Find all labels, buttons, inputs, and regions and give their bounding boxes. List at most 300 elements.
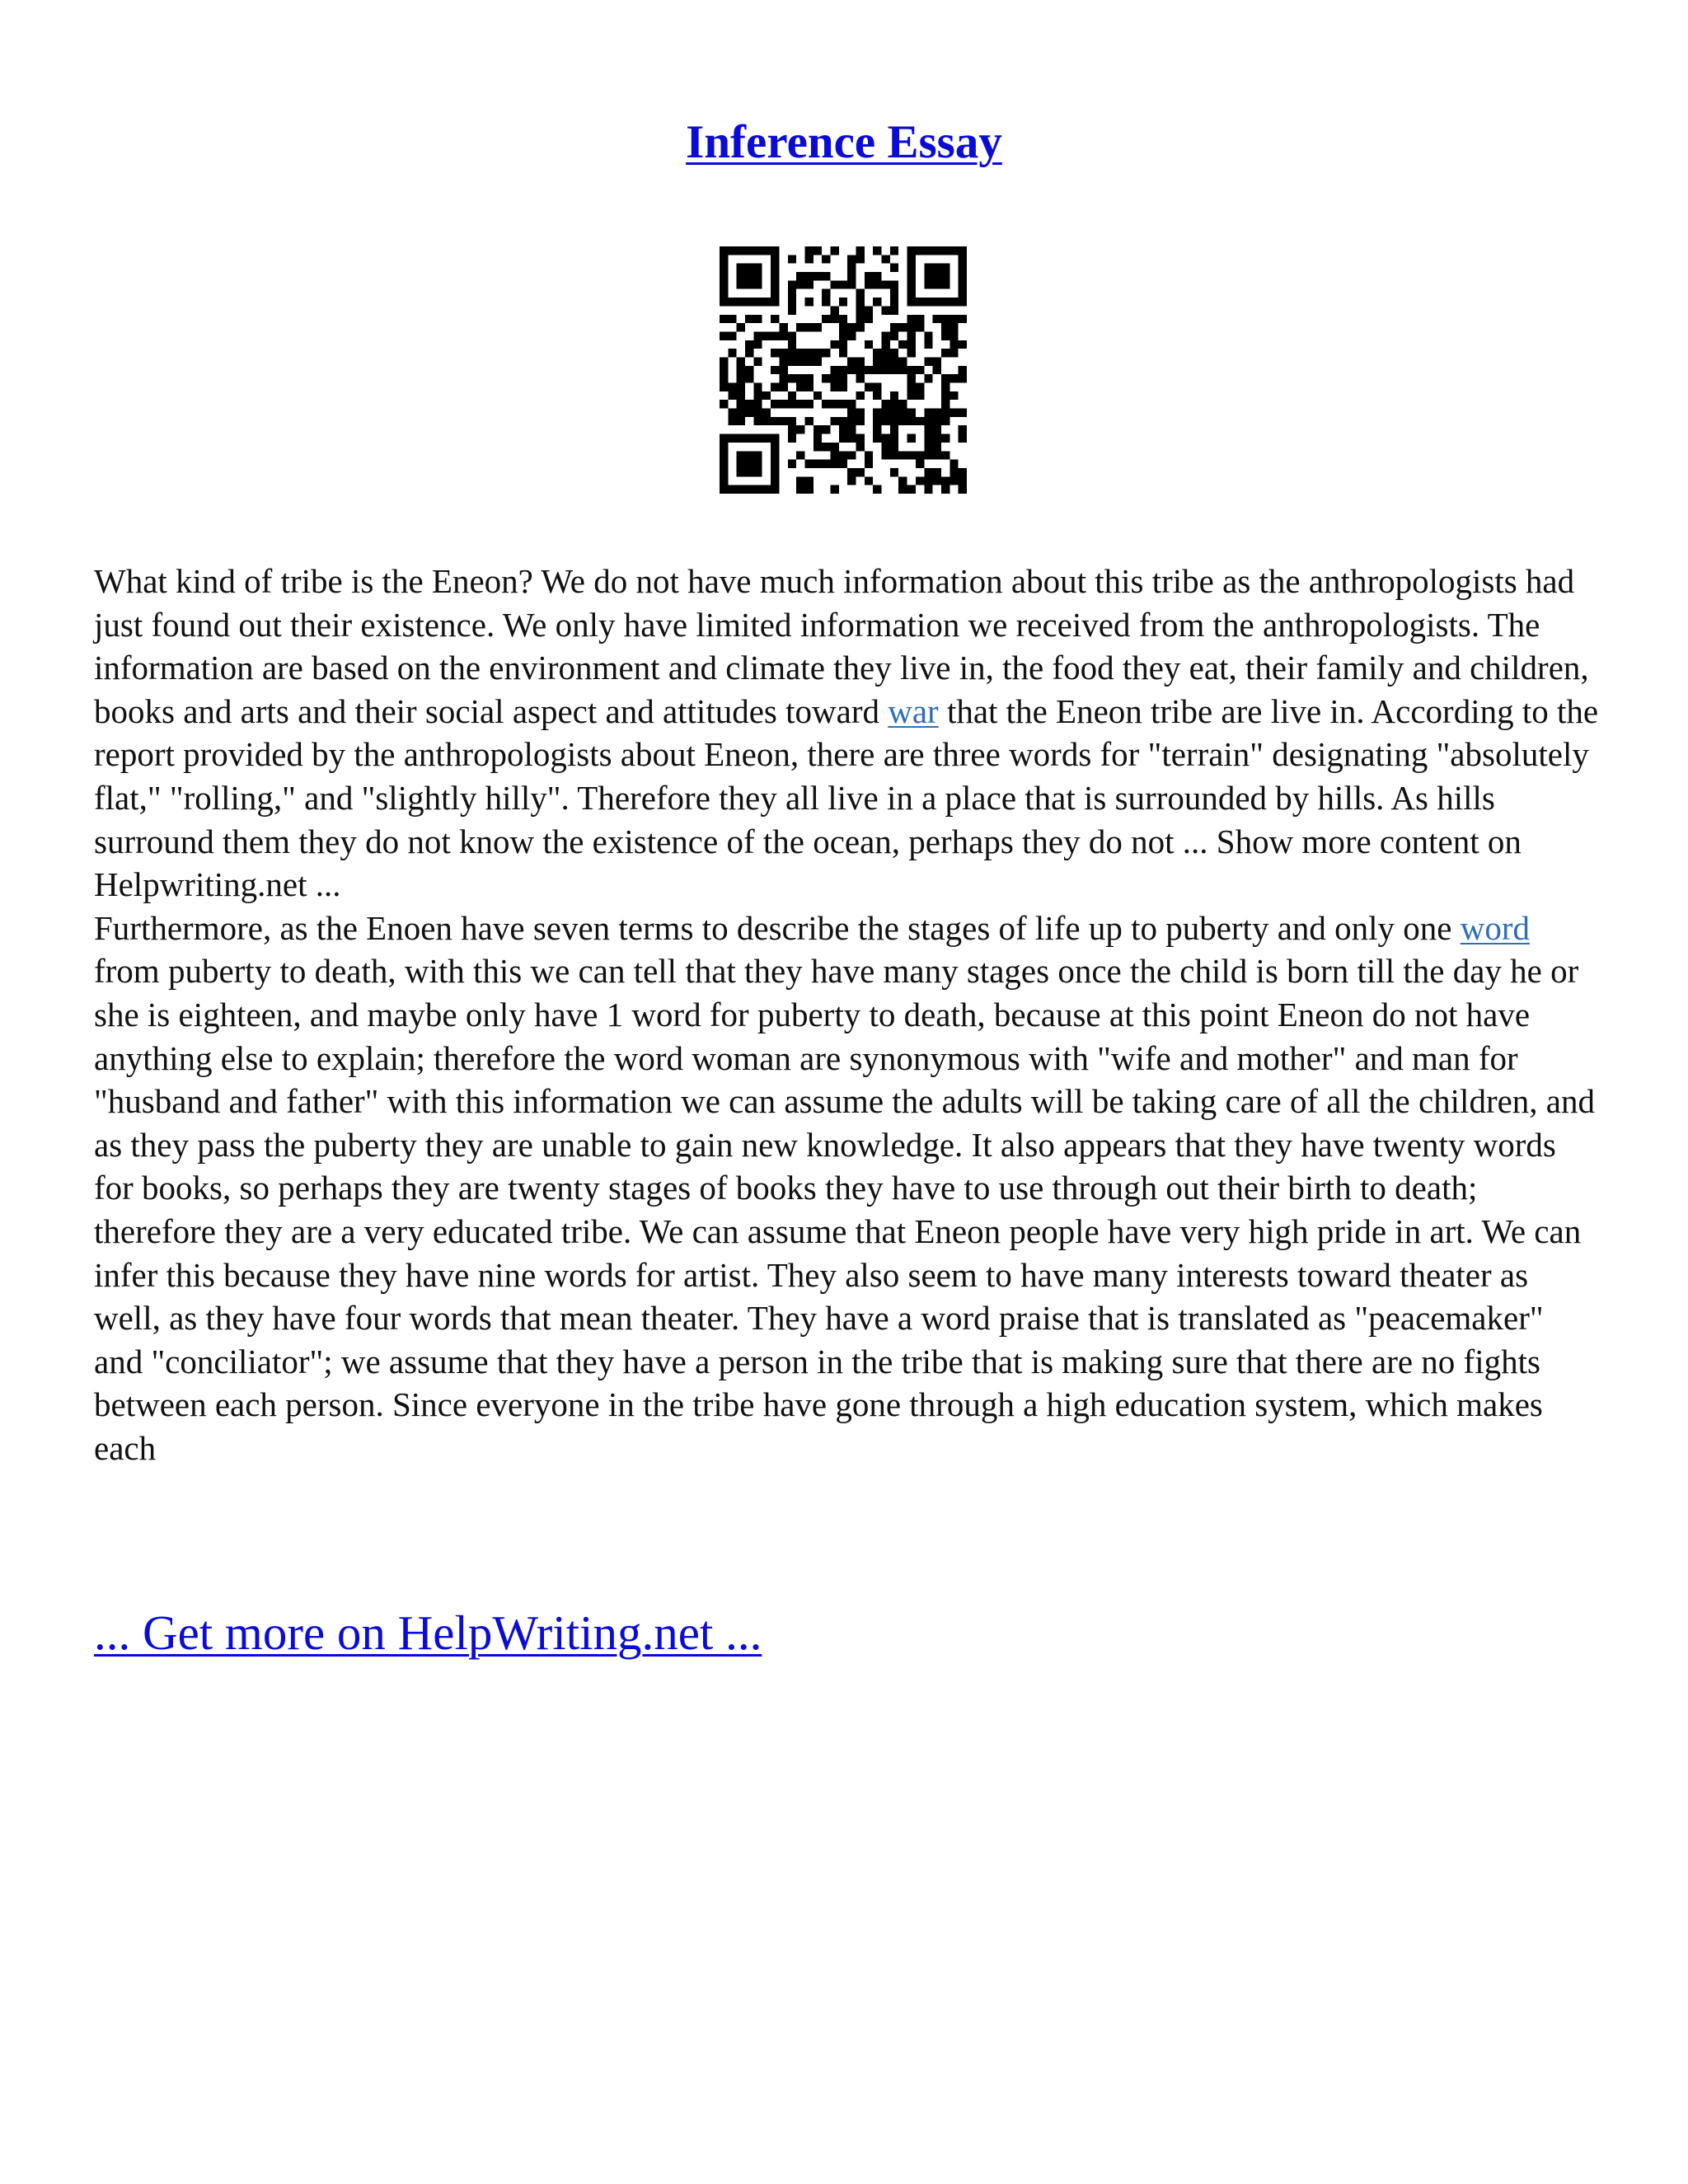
qr-module bbox=[762, 434, 771, 443]
qr-module bbox=[950, 298, 958, 306]
qr-module bbox=[839, 323, 847, 331]
qr-module bbox=[788, 280, 796, 288]
qr-module bbox=[771, 366, 779, 374]
qr-module bbox=[916, 323, 924, 331]
qr-module bbox=[720, 434, 728, 443]
qr-module bbox=[771, 383, 779, 391]
qr-module bbox=[907, 417, 916, 425]
qr-module bbox=[907, 272, 916, 280]
qr-module bbox=[856, 417, 865, 425]
qr-module bbox=[907, 451, 916, 459]
qr-module bbox=[933, 357, 941, 365]
qr-module bbox=[737, 383, 745, 391]
qr-module bbox=[804, 357, 813, 365]
qr-module bbox=[941, 451, 950, 459]
qr-module bbox=[771, 460, 779, 468]
qr-module bbox=[873, 357, 881, 365]
qr-module bbox=[771, 349, 779, 357]
qr-module bbox=[814, 323, 822, 331]
qr-module bbox=[865, 476, 873, 485]
qr-module bbox=[745, 434, 753, 443]
qr-module bbox=[933, 425, 941, 434]
qr-module bbox=[745, 264, 753, 272]
qr-module bbox=[898, 451, 907, 459]
qr-module bbox=[898, 323, 907, 331]
qr-module bbox=[882, 434, 890, 443]
qr-module bbox=[745, 409, 753, 417]
qr-module bbox=[830, 280, 838, 288]
qr-module bbox=[814, 434, 822, 443]
qr-module bbox=[804, 383, 813, 391]
qr-module bbox=[804, 272, 813, 280]
qr-module bbox=[873, 272, 881, 280]
qr-module bbox=[950, 374, 958, 382]
qr-module bbox=[873, 425, 881, 434]
qr-code-icon bbox=[720, 246, 967, 494]
qr-module bbox=[941, 409, 950, 417]
qr-module bbox=[959, 315, 967, 323]
qr-module bbox=[856, 315, 865, 323]
qr-module bbox=[941, 331, 950, 340]
qr-module bbox=[771, 298, 779, 306]
qr-module bbox=[804, 255, 813, 263]
qr-module bbox=[924, 476, 932, 485]
qr-module bbox=[882, 280, 890, 288]
qr-module bbox=[847, 272, 856, 280]
qr-module bbox=[830, 340, 838, 349]
qr-module bbox=[830, 443, 838, 451]
qr-module bbox=[771, 400, 779, 408]
qr-module bbox=[762, 409, 771, 417]
qr-module bbox=[745, 280, 753, 288]
qr-module bbox=[830, 400, 838, 408]
qr-module bbox=[822, 374, 830, 382]
qr-module bbox=[933, 246, 941, 255]
qr-module bbox=[924, 425, 932, 434]
qr-module bbox=[856, 289, 865, 298]
qr-module bbox=[907, 246, 916, 255]
qr-module bbox=[753, 272, 762, 280]
qr-module bbox=[890, 246, 898, 255]
qr-module bbox=[847, 400, 856, 408]
qr-module bbox=[950, 349, 958, 357]
qr-module bbox=[941, 349, 950, 357]
paragraph-2-text-b: from puberty to death, with this we can tell that they have many stages once the child is born till the day he or she is eighteen, and maybe only have 1 word for puberty to death, because at this point Eneon do not have anything else to explain; therefore the word woman are synonymous with "wife and mother" and man for "husband and father" with this information we can assume the adults will be taking care of all the children, and as they pass the puberty they are unable to gain new knowledge. It also appears that they have twenty words for books, so perhaps they are twenty stages of books they have to use through out their birth to death; therefore they are a very educated tribe. We can assume that Eneon people have very high pride in art. We can infer this because they have nine words for artist. They also seem to have many interests toward theater as well, as they have four words that mean theater. They have a word praise that is translated as "peacemaker" and "conciliator"; we assume that they have a person in the tribe that is making sure that there are no fights between each person. Since everyone in the tribe have gone through a high education system, which makes each bbox=[94, 952, 1595, 1467]
qr-module bbox=[745, 315, 753, 323]
qr-module bbox=[950, 460, 958, 468]
qr-module bbox=[959, 485, 967, 494]
qr-module bbox=[941, 315, 950, 323]
qr-module bbox=[950, 409, 958, 417]
qr-module bbox=[814, 246, 822, 255]
qr-module bbox=[959, 468, 967, 476]
qr-module bbox=[796, 357, 804, 365]
qr-module bbox=[933, 434, 941, 443]
qr-module bbox=[745, 298, 753, 306]
qr-module bbox=[847, 323, 856, 331]
qr-module bbox=[847, 476, 856, 485]
qr-module bbox=[941, 272, 950, 280]
qr-module bbox=[907, 391, 916, 400]
qr-module bbox=[737, 272, 745, 280]
qr-module bbox=[941, 391, 950, 400]
qr-module bbox=[950, 315, 958, 323]
qr-module bbox=[804, 417, 813, 425]
qr-module bbox=[916, 391, 924, 400]
qr-module bbox=[796, 400, 804, 408]
qr-module bbox=[720, 272, 728, 280]
qr-module bbox=[745, 451, 753, 459]
qr-module bbox=[788, 374, 796, 382]
qr-module bbox=[788, 460, 796, 468]
qr-module bbox=[847, 409, 856, 417]
qr-module bbox=[856, 468, 865, 476]
qr-module bbox=[856, 255, 865, 263]
qr-module bbox=[720, 246, 728, 255]
qr-module bbox=[753, 246, 762, 255]
qr-module bbox=[873, 246, 881, 255]
qr-module bbox=[814, 460, 822, 468]
qr-module bbox=[882, 340, 890, 349]
qr-module bbox=[856, 443, 865, 451]
qr-module bbox=[737, 374, 745, 382]
qr-module bbox=[830, 417, 838, 425]
qr-module bbox=[882, 443, 890, 451]
qr-module bbox=[882, 451, 890, 459]
war-link[interactable]: war bbox=[888, 691, 939, 730]
qr-module bbox=[771, 331, 779, 340]
qr-module bbox=[796, 485, 804, 494]
qr-module bbox=[959, 280, 967, 288]
qr-module bbox=[898, 476, 907, 485]
qr-module bbox=[907, 264, 916, 272]
qr-module bbox=[737, 391, 745, 400]
qr-module bbox=[959, 298, 967, 306]
qr-module bbox=[890, 280, 898, 288]
qr-module bbox=[890, 366, 898, 374]
qr-module bbox=[924, 357, 932, 365]
qr-module bbox=[728, 417, 736, 425]
qr-module bbox=[882, 357, 890, 365]
qr-module bbox=[796, 383, 804, 391]
qr-module bbox=[771, 272, 779, 280]
qr-module bbox=[890, 357, 898, 365]
qr-module bbox=[890, 409, 898, 417]
qr-module bbox=[753, 434, 762, 443]
qr-module bbox=[788, 417, 796, 425]
qr-module bbox=[882, 331, 890, 340]
qr-module bbox=[788, 391, 796, 400]
qr-module bbox=[882, 255, 890, 263]
qr-module bbox=[814, 272, 822, 280]
qr-module bbox=[720, 451, 728, 459]
qr-module bbox=[788, 349, 796, 357]
qr-module bbox=[762, 391, 771, 400]
qr-module bbox=[728, 434, 736, 443]
qr-module bbox=[882, 400, 890, 408]
qr-module bbox=[830, 383, 838, 391]
qr-module bbox=[830, 246, 838, 255]
paragraph-2-text-a: Furthermore, as the Enoen have seven terms to describe the stages of life up to puberty and only one bbox=[94, 908, 1461, 947]
qr-module bbox=[839, 298, 847, 306]
qr-module bbox=[830, 306, 838, 314]
qr-module bbox=[822, 349, 830, 357]
qr-module bbox=[720, 315, 728, 323]
qr-module bbox=[753, 391, 762, 400]
qr-module bbox=[873, 409, 881, 417]
title-container bbox=[0, 114, 1688, 171]
qr-module bbox=[924, 246, 932, 255]
qr-module bbox=[822, 443, 830, 451]
qr-module bbox=[796, 323, 804, 331]
qr-module bbox=[804, 298, 813, 306]
qr-module bbox=[882, 349, 890, 357]
qr-module bbox=[753, 280, 762, 288]
qr-module bbox=[950, 340, 958, 349]
qr-module bbox=[804, 400, 813, 408]
qr-module bbox=[796, 451, 804, 459]
qr-module bbox=[762, 485, 771, 494]
qr-module bbox=[804, 460, 813, 468]
qr-module bbox=[814, 391, 822, 400]
qr-module bbox=[890, 331, 898, 340]
qr-module bbox=[865, 272, 873, 280]
qr-module bbox=[839, 315, 847, 323]
qr-module bbox=[941, 485, 950, 494]
qr-module bbox=[720, 280, 728, 288]
qr-module bbox=[907, 298, 916, 306]
qr-module bbox=[950, 391, 958, 400]
qr-module bbox=[839, 451, 847, 459]
qr-module bbox=[873, 366, 881, 374]
qr-module bbox=[814, 357, 822, 365]
qr-module bbox=[796, 280, 804, 288]
qr-module bbox=[771, 289, 779, 298]
qr-module bbox=[916, 460, 924, 468]
qr-module bbox=[907, 383, 916, 391]
qr-module bbox=[873, 434, 881, 443]
qr-module bbox=[941, 383, 950, 391]
qr-module bbox=[779, 331, 787, 340]
qr-module bbox=[847, 425, 856, 434]
footer-link-container bbox=[94, 1604, 762, 1661]
qr-module bbox=[907, 434, 916, 443]
qr-module bbox=[839, 374, 847, 382]
qr-module bbox=[753, 298, 762, 306]
qr-module bbox=[933, 280, 941, 288]
qr-module bbox=[873, 391, 881, 400]
qr-module bbox=[830, 460, 838, 468]
qr-module bbox=[873, 485, 881, 494]
qr-module bbox=[753, 315, 762, 323]
qr-module bbox=[737, 357, 745, 365]
qr-module bbox=[865, 383, 873, 391]
qr-module bbox=[804, 323, 813, 331]
qr-module bbox=[941, 323, 950, 331]
qr-module bbox=[856, 298, 865, 306]
qr-module bbox=[822, 289, 830, 298]
qr-module bbox=[856, 357, 865, 365]
qr-module bbox=[856, 246, 865, 255]
qr-module bbox=[796, 425, 804, 434]
qr-module bbox=[753, 460, 762, 468]
qr-module bbox=[720, 264, 728, 272]
page-title-link[interactable]: Inference Essay bbox=[686, 116, 1002, 168]
paragraph-2 bbox=[94, 907, 1599, 1470]
qr-module bbox=[924, 468, 932, 476]
qr-module bbox=[865, 315, 873, 323]
qr-module bbox=[720, 289, 728, 298]
qr-module bbox=[745, 468, 753, 476]
qr-module bbox=[856, 434, 865, 443]
qr-module bbox=[788, 331, 796, 340]
qr-module bbox=[762, 331, 771, 340]
qr-module bbox=[839, 425, 847, 434]
qr-module bbox=[865, 460, 873, 468]
qr-module bbox=[753, 331, 762, 340]
qr-module bbox=[737, 409, 745, 417]
qr-module bbox=[771, 485, 779, 494]
qr-module bbox=[822, 255, 830, 263]
qr-module bbox=[856, 374, 865, 382]
qr-module bbox=[924, 485, 932, 494]
qr-module bbox=[720, 460, 728, 468]
qr-module bbox=[720, 366, 728, 374]
qr-module bbox=[847, 357, 856, 365]
qr-module bbox=[728, 315, 736, 323]
qr-module bbox=[924, 280, 932, 288]
qr-module bbox=[847, 255, 856, 263]
qr-module bbox=[907, 331, 916, 340]
qr-module bbox=[753, 264, 762, 272]
qr-module bbox=[737, 417, 745, 425]
qr-module bbox=[959, 374, 967, 382]
qr-module bbox=[771, 255, 779, 263]
qr-module bbox=[830, 451, 838, 459]
qr-module bbox=[779, 349, 787, 357]
qr-module bbox=[916, 417, 924, 425]
qr-module bbox=[839, 340, 847, 349]
qr-module bbox=[959, 409, 967, 417]
qr-module bbox=[804, 280, 813, 288]
qr-module bbox=[839, 366, 847, 374]
qr-module bbox=[916, 476, 924, 485]
qr-module bbox=[737, 460, 745, 468]
qr-module bbox=[839, 460, 847, 468]
qr-module bbox=[728, 349, 736, 357]
qr-module bbox=[804, 349, 813, 357]
qr-module bbox=[890, 391, 898, 400]
qr-module bbox=[779, 357, 787, 365]
qr-module bbox=[745, 366, 753, 374]
qr-module bbox=[950, 476, 958, 485]
paragraph-1 bbox=[94, 560, 1599, 907]
qr-module bbox=[737, 366, 745, 374]
qr-module bbox=[771, 264, 779, 272]
essay-body bbox=[94, 560, 1599, 1469]
qr-module bbox=[728, 246, 736, 255]
qr-module bbox=[924, 451, 932, 459]
qr-module bbox=[856, 391, 865, 400]
qr-module bbox=[822, 272, 830, 280]
qr-module bbox=[933, 468, 941, 476]
qr-module bbox=[745, 246, 753, 255]
get-more-link[interactable]: ... Get more on HelpWriting.net ... bbox=[94, 1605, 762, 1660]
qr-module bbox=[753, 357, 762, 365]
qr-module bbox=[933, 409, 941, 417]
qr-module bbox=[830, 366, 838, 374]
qr-module bbox=[796, 476, 804, 485]
qr-module bbox=[762, 246, 771, 255]
qr-module bbox=[788, 298, 796, 306]
qr-module bbox=[839, 331, 847, 340]
qr-module bbox=[753, 451, 762, 459]
qr-module bbox=[720, 400, 728, 408]
qr-module bbox=[898, 409, 907, 417]
qr-module bbox=[796, 272, 804, 280]
qr-module bbox=[830, 315, 838, 323]
qr-module bbox=[890, 323, 898, 331]
qr-module bbox=[822, 460, 830, 468]
qr-module bbox=[907, 340, 916, 349]
word-link[interactable]: word bbox=[1460, 908, 1531, 947]
qr-module bbox=[788, 306, 796, 314]
qr-module bbox=[856, 409, 865, 417]
qr-module bbox=[839, 434, 847, 443]
qr-module bbox=[762, 417, 771, 425]
qr-module bbox=[924, 298, 932, 306]
qr-module bbox=[720, 298, 728, 306]
qr-module bbox=[890, 298, 898, 306]
qr-module bbox=[941, 280, 950, 288]
qr-module bbox=[890, 443, 898, 451]
qr-module bbox=[882, 366, 890, 374]
qr-module bbox=[839, 349, 847, 357]
qr-module bbox=[959, 434, 967, 443]
qr-module bbox=[882, 417, 890, 425]
qr-module bbox=[924, 340, 932, 349]
qr-module bbox=[720, 374, 728, 382]
qr-module bbox=[737, 280, 745, 288]
qr-module bbox=[771, 443, 779, 451]
qr-module bbox=[933, 366, 941, 374]
qr-module bbox=[788, 255, 796, 263]
qr-module bbox=[941, 434, 950, 443]
qr-module bbox=[847, 451, 856, 459]
qr-module bbox=[720, 255, 728, 263]
qr-module bbox=[745, 485, 753, 494]
qr-module bbox=[745, 340, 753, 349]
qr-module bbox=[788, 357, 796, 365]
qr-module bbox=[753, 383, 762, 391]
qr-module bbox=[950, 331, 958, 340]
qr-module bbox=[822, 425, 830, 434]
qr-module bbox=[856, 306, 865, 314]
qr-module bbox=[959, 425, 967, 434]
qr-module bbox=[728, 331, 736, 340]
qr-module bbox=[814, 349, 822, 357]
qr-module bbox=[873, 298, 881, 306]
qr-module bbox=[779, 374, 787, 382]
qr-module bbox=[907, 280, 916, 288]
qr-module bbox=[737, 400, 745, 408]
qr-module bbox=[737, 246, 745, 255]
qr-module bbox=[737, 298, 745, 306]
qr-module bbox=[847, 434, 856, 443]
qr-module bbox=[720, 357, 728, 365]
qr-module bbox=[771, 280, 779, 288]
qr-module bbox=[737, 485, 745, 494]
